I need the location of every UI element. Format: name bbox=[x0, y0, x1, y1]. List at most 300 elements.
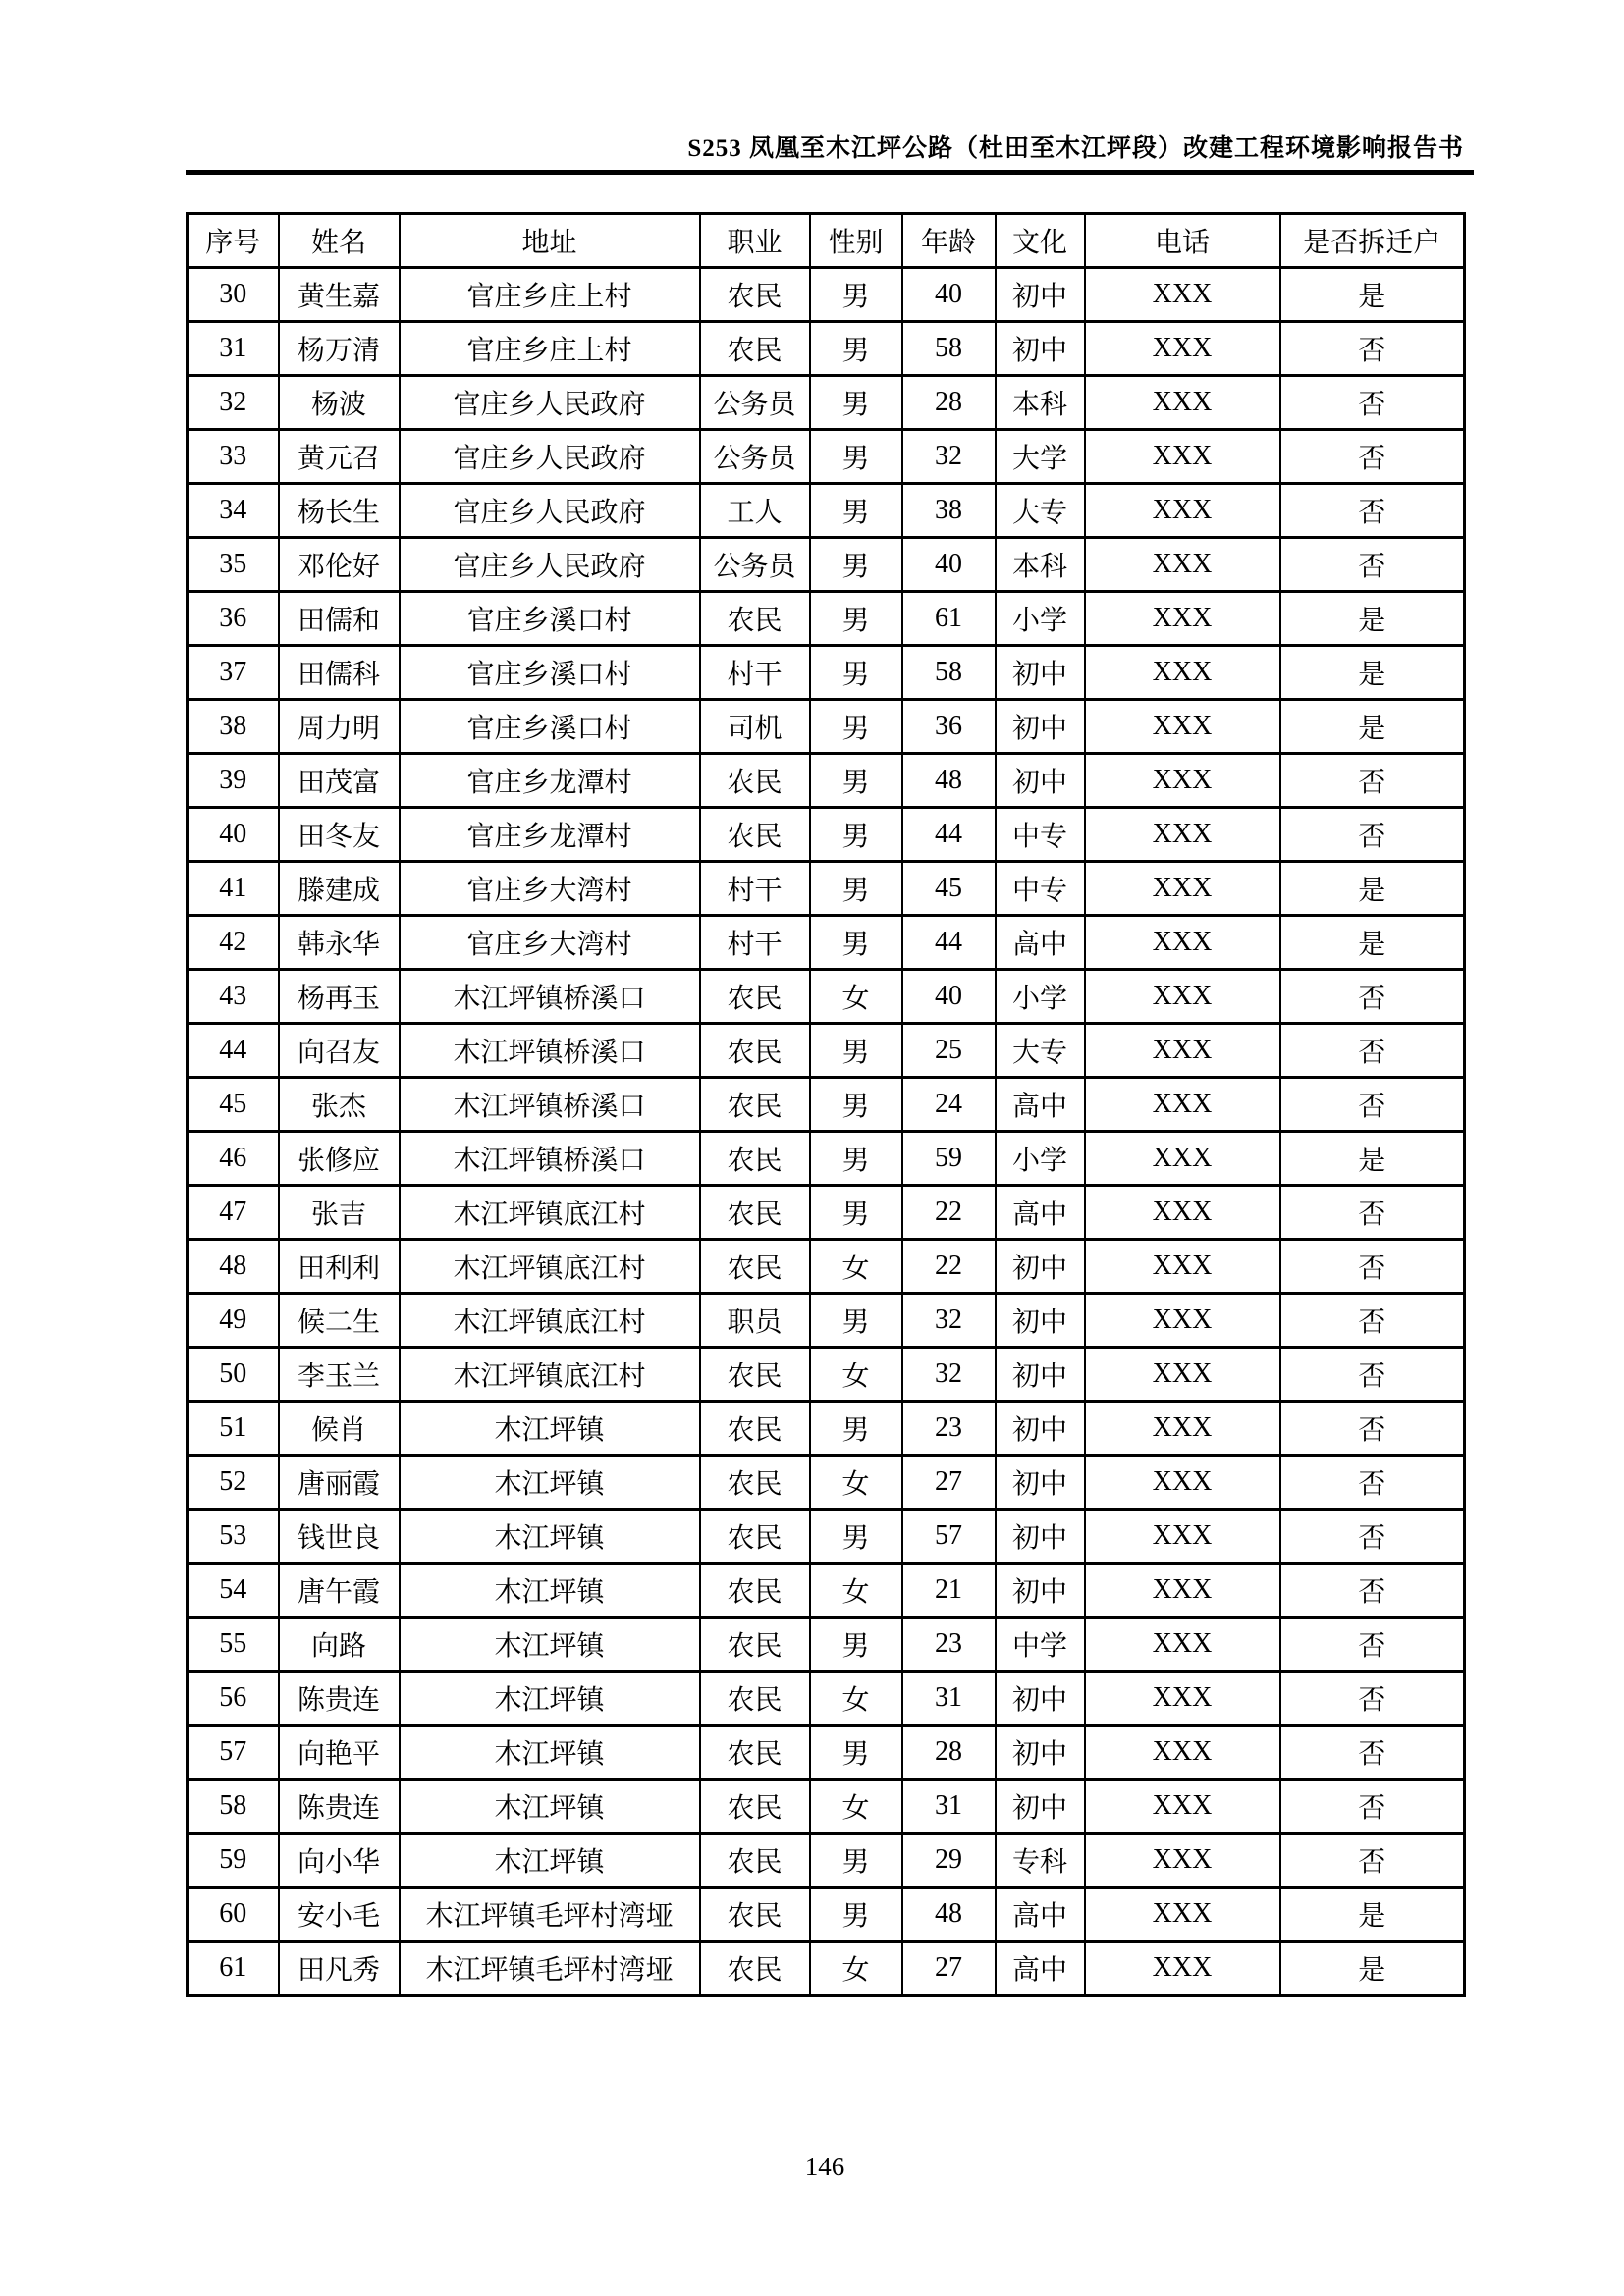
cell-serial: 34 bbox=[188, 484, 279, 538]
cell-age: 25 bbox=[902, 1024, 996, 1078]
cell-education: 高中 bbox=[996, 1888, 1085, 1942]
cell-phone: XXX bbox=[1085, 700, 1280, 754]
table-row bbox=[188, 1294, 1465, 1348]
table-row bbox=[188, 1942, 1465, 1996]
cell-gender: 女 bbox=[810, 1672, 902, 1726]
cell-relocation: 否 bbox=[1280, 1402, 1465, 1456]
cell-phone: XXX bbox=[1085, 538, 1280, 592]
cell-occupation: 农民 bbox=[700, 1402, 810, 1456]
cell-education: 初中 bbox=[996, 1348, 1085, 1402]
cell-occupation: 公务员 bbox=[700, 376, 810, 430]
cell-address: 木江坪镇桥溪口 bbox=[400, 1024, 700, 1078]
cell-relocation: 否 bbox=[1280, 1456, 1465, 1510]
cell-phone: XXX bbox=[1085, 322, 1280, 376]
cell-gender: 男 bbox=[810, 484, 902, 538]
cell-phone: XXX bbox=[1085, 1186, 1280, 1240]
report-header-title: S253 凤凰至木江坪公路（杜田至木江坪段）改建工程环境影响报告书 bbox=[687, 135, 1464, 162]
cell-relocation: 否 bbox=[1280, 376, 1465, 430]
cell-education: 本科 bbox=[996, 538, 1085, 592]
cell-name: 张修应 bbox=[279, 1132, 400, 1186]
page-number: 146 bbox=[804, 2152, 845, 2181]
cell-name: 田利利 bbox=[279, 1240, 400, 1294]
cell-relocation: 是 bbox=[1280, 1942, 1465, 1996]
cell-age: 57 bbox=[902, 1510, 996, 1564]
cell-relocation: 是 bbox=[1280, 592, 1465, 646]
cell-gender: 男 bbox=[810, 1834, 902, 1888]
cell-relocation: 否 bbox=[1280, 754, 1465, 808]
cell-gender: 男 bbox=[810, 376, 902, 430]
cell-education: 中学 bbox=[996, 1618, 1085, 1672]
cell-age: 40 bbox=[902, 538, 996, 592]
cell-serial: 46 bbox=[188, 1132, 279, 1186]
cell-serial: 48 bbox=[188, 1240, 279, 1294]
cell-age: 44 bbox=[902, 808, 996, 862]
cell-education: 初中 bbox=[996, 1672, 1085, 1726]
table-row bbox=[188, 1186, 1465, 1240]
cell-address: 木江坪镇毛坪村湾垭 bbox=[400, 1888, 700, 1942]
cell-address: 木江坪镇底江村 bbox=[400, 1294, 700, 1348]
cell-education: 初中 bbox=[996, 1726, 1085, 1780]
cell-relocation: 是 bbox=[1280, 700, 1465, 754]
cell-name: 田儒和 bbox=[279, 592, 400, 646]
cell-relocation: 否 bbox=[1280, 484, 1465, 538]
respondent-survey-table bbox=[186, 212, 1466, 1997]
cell-relocation: 否 bbox=[1280, 1348, 1465, 1402]
cell-occupation: 农民 bbox=[700, 1834, 810, 1888]
cell-address: 官庄乡人民政府 bbox=[400, 484, 700, 538]
cell-serial: 45 bbox=[188, 1078, 279, 1132]
cell-education: 高中 bbox=[996, 1186, 1085, 1240]
cell-phone: XXX bbox=[1085, 1294, 1280, 1348]
cell-serial: 49 bbox=[188, 1294, 279, 1348]
cell-name: 滕建成 bbox=[279, 862, 400, 916]
cell-relocation: 否 bbox=[1280, 1510, 1465, 1564]
cell-occupation: 农民 bbox=[700, 1564, 810, 1618]
cell-occupation: 职员 bbox=[700, 1294, 810, 1348]
cell-phone: XXX bbox=[1085, 1726, 1280, 1780]
cell-relocation: 否 bbox=[1280, 538, 1465, 592]
cell-address: 木江坪镇桥溪口 bbox=[400, 1132, 700, 1186]
cell-education: 初中 bbox=[996, 1456, 1085, 1510]
col-header-gender: 性别 bbox=[810, 214, 902, 268]
cell-phone: XXX bbox=[1085, 1456, 1280, 1510]
cell-name: 张吉 bbox=[279, 1186, 400, 1240]
cell-relocation: 否 bbox=[1280, 1834, 1465, 1888]
cell-gender: 男 bbox=[810, 1402, 902, 1456]
cell-address: 官庄乡人民政府 bbox=[400, 538, 700, 592]
cell-education: 小学 bbox=[996, 592, 1085, 646]
cell-name: 黄元召 bbox=[279, 430, 400, 484]
cell-education: 初中 bbox=[996, 268, 1085, 322]
cell-address: 木江坪镇底江村 bbox=[400, 1186, 700, 1240]
cell-occupation: 公务员 bbox=[700, 430, 810, 484]
cell-name: 田冬友 bbox=[279, 808, 400, 862]
cell-gender: 男 bbox=[810, 700, 902, 754]
cell-serial: 36 bbox=[188, 592, 279, 646]
cell-age: 28 bbox=[902, 376, 996, 430]
cell-address: 木江坪镇 bbox=[400, 1618, 700, 1672]
cell-education: 初中 bbox=[996, 1564, 1085, 1618]
table-row bbox=[188, 1672, 1465, 1726]
table-row bbox=[188, 970, 1465, 1024]
cell-serial: 41 bbox=[188, 862, 279, 916]
cell-phone: XXX bbox=[1085, 754, 1280, 808]
cell-occupation: 农民 bbox=[700, 1132, 810, 1186]
table-row bbox=[188, 1402, 1465, 1456]
cell-gender: 男 bbox=[810, 754, 902, 808]
cell-education: 本科 bbox=[996, 376, 1085, 430]
cell-education: 初中 bbox=[996, 700, 1085, 754]
cell-gender: 男 bbox=[810, 1294, 902, 1348]
table-row bbox=[188, 700, 1465, 754]
cell-name: 向小华 bbox=[279, 1834, 400, 1888]
cell-serial: 61 bbox=[188, 1942, 279, 1996]
cell-name: 向艳平 bbox=[279, 1726, 400, 1780]
cell-gender: 男 bbox=[810, 1132, 902, 1186]
cell-gender: 女 bbox=[810, 1240, 902, 1294]
cell-occupation: 农民 bbox=[700, 970, 810, 1024]
cell-phone: XXX bbox=[1085, 430, 1280, 484]
cell-serial: 47 bbox=[188, 1186, 279, 1240]
cell-relocation: 是 bbox=[1280, 268, 1465, 322]
cell-name: 田凡秀 bbox=[279, 1942, 400, 1996]
table-row bbox=[188, 484, 1465, 538]
cell-name: 杨长生 bbox=[279, 484, 400, 538]
cell-gender: 女 bbox=[810, 1780, 902, 1834]
cell-age: 29 bbox=[902, 1834, 996, 1888]
cell-gender: 男 bbox=[810, 646, 902, 700]
cell-phone: XXX bbox=[1085, 1618, 1280, 1672]
cell-phone: XXX bbox=[1085, 1078, 1280, 1132]
cell-gender: 女 bbox=[810, 1564, 902, 1618]
table-row bbox=[188, 1888, 1465, 1942]
cell-address: 木江坪镇桥溪口 bbox=[400, 970, 700, 1024]
cell-serial: 38 bbox=[188, 700, 279, 754]
cell-phone: XXX bbox=[1085, 484, 1280, 538]
cell-education: 初中 bbox=[996, 1294, 1085, 1348]
cell-education: 小学 bbox=[996, 970, 1085, 1024]
cell-serial: 58 bbox=[188, 1780, 279, 1834]
cell-occupation: 农民 bbox=[700, 1726, 810, 1780]
cell-phone: XXX bbox=[1085, 1132, 1280, 1186]
cell-name: 候肖 bbox=[279, 1402, 400, 1456]
cell-occupation: 农民 bbox=[700, 1942, 810, 1996]
cell-phone: XXX bbox=[1085, 1780, 1280, 1834]
cell-gender: 女 bbox=[810, 1456, 902, 1510]
cell-age: 24 bbox=[902, 1078, 996, 1132]
cell-gender: 男 bbox=[810, 1078, 902, 1132]
cell-name: 杨再玉 bbox=[279, 970, 400, 1024]
cell-gender: 男 bbox=[810, 430, 902, 484]
cell-name: 唐丽霞 bbox=[279, 1456, 400, 1510]
cell-education: 初中 bbox=[996, 646, 1085, 700]
cell-age: 59 bbox=[902, 1132, 996, 1186]
cell-phone: XXX bbox=[1085, 1402, 1280, 1456]
cell-relocation: 是 bbox=[1280, 1132, 1465, 1186]
cell-address: 官庄乡溪口村 bbox=[400, 700, 700, 754]
cell-age: 45 bbox=[902, 862, 996, 916]
cell-phone: XXX bbox=[1085, 646, 1280, 700]
cell-age: 22 bbox=[902, 1186, 996, 1240]
cell-age: 31 bbox=[902, 1780, 996, 1834]
cell-relocation: 否 bbox=[1280, 1240, 1465, 1294]
cell-name: 唐午霞 bbox=[279, 1564, 400, 1618]
table-row bbox=[188, 1510, 1465, 1564]
cell-age: 38 bbox=[902, 484, 996, 538]
cell-education: 初中 bbox=[996, 1780, 1085, 1834]
cell-age: 23 bbox=[902, 1618, 996, 1672]
cell-education: 初中 bbox=[996, 1240, 1085, 1294]
cell-name: 陈贵连 bbox=[279, 1672, 400, 1726]
cell-relocation: 否 bbox=[1280, 1294, 1465, 1348]
cell-occupation: 公务员 bbox=[700, 538, 810, 592]
cell-age: 32 bbox=[902, 430, 996, 484]
cell-serial: 43 bbox=[188, 970, 279, 1024]
table-row bbox=[188, 646, 1465, 700]
cell-address: 木江坪镇 bbox=[400, 1726, 700, 1780]
cell-age: 61 bbox=[902, 592, 996, 646]
cell-education: 初中 bbox=[996, 322, 1085, 376]
cell-occupation: 农民 bbox=[700, 1078, 810, 1132]
cell-gender: 男 bbox=[810, 322, 902, 376]
cell-occupation: 农民 bbox=[700, 1186, 810, 1240]
cell-age: 32 bbox=[902, 1348, 996, 1402]
table-row bbox=[188, 1726, 1465, 1780]
cell-address: 官庄乡人民政府 bbox=[400, 376, 700, 430]
cell-relocation: 否 bbox=[1280, 1564, 1465, 1618]
table-row bbox=[188, 592, 1465, 646]
cell-address: 木江坪镇 bbox=[400, 1402, 700, 1456]
cell-education: 大专 bbox=[996, 484, 1085, 538]
cell-gender: 男 bbox=[810, 808, 902, 862]
cell-gender: 男 bbox=[810, 1726, 902, 1780]
cell-address: 官庄乡龙潭村 bbox=[400, 808, 700, 862]
cell-relocation: 否 bbox=[1280, 1618, 1465, 1672]
cell-serial: 59 bbox=[188, 1834, 279, 1888]
cell-phone: XXX bbox=[1085, 1348, 1280, 1402]
cell-age: 27 bbox=[902, 1456, 996, 1510]
cell-gender: 女 bbox=[810, 1942, 902, 1996]
cell-relocation: 是 bbox=[1280, 916, 1465, 970]
cell-serial: 60 bbox=[188, 1888, 279, 1942]
cell-occupation: 农民 bbox=[700, 322, 810, 376]
cell-age: 48 bbox=[902, 1888, 996, 1942]
cell-occupation: 农民 bbox=[700, 1240, 810, 1294]
table-row bbox=[188, 322, 1465, 376]
cell-name: 向路 bbox=[279, 1618, 400, 1672]
cell-address: 官庄乡庄上村 bbox=[400, 322, 700, 376]
cell-age: 32 bbox=[902, 1294, 996, 1348]
col-header-age: 年龄 bbox=[902, 214, 996, 268]
table-row bbox=[188, 376, 1465, 430]
table-row bbox=[188, 754, 1465, 808]
cell-age: 48 bbox=[902, 754, 996, 808]
table-row bbox=[188, 538, 1465, 592]
cell-education: 高中 bbox=[996, 1942, 1085, 1996]
cell-address: 木江坪镇底江村 bbox=[400, 1240, 700, 1294]
cell-occupation: 农民 bbox=[700, 1618, 810, 1672]
cell-address: 木江坪镇 bbox=[400, 1834, 700, 1888]
cell-serial: 39 bbox=[188, 754, 279, 808]
cell-name: 李玉兰 bbox=[279, 1348, 400, 1402]
cell-phone: XXX bbox=[1085, 1942, 1280, 1996]
cell-phone: XXX bbox=[1085, 268, 1280, 322]
cell-address: 木江坪镇毛坪村湾垭 bbox=[400, 1942, 700, 1996]
cell-serial: 32 bbox=[188, 376, 279, 430]
cell-relocation: 是 bbox=[1280, 862, 1465, 916]
cell-occupation: 农民 bbox=[700, 1888, 810, 1942]
cell-education: 初中 bbox=[996, 754, 1085, 808]
col-header-relocation: 是否拆迁户 bbox=[1280, 214, 1465, 268]
col-header-name: 姓名 bbox=[279, 214, 400, 268]
cell-phone: XXX bbox=[1085, 862, 1280, 916]
cell-relocation: 是 bbox=[1280, 1888, 1465, 1942]
cell-gender: 女 bbox=[810, 1348, 902, 1402]
cell-relocation: 否 bbox=[1280, 322, 1465, 376]
cell-serial: 44 bbox=[188, 1024, 279, 1078]
cell-education: 高中 bbox=[996, 916, 1085, 970]
cell-address: 木江坪镇 bbox=[400, 1672, 700, 1726]
cell-occupation: 村干 bbox=[700, 862, 810, 916]
cell-occupation: 工人 bbox=[700, 484, 810, 538]
table-row bbox=[188, 1780, 1465, 1834]
cell-relocation: 否 bbox=[1280, 970, 1465, 1024]
cell-occupation: 农民 bbox=[700, 1456, 810, 1510]
cell-name: 周力明 bbox=[279, 700, 400, 754]
cell-address: 木江坪镇 bbox=[400, 1510, 700, 1564]
cell-phone: XXX bbox=[1085, 1240, 1280, 1294]
cell-address: 木江坪镇 bbox=[400, 1780, 700, 1834]
cell-relocation: 否 bbox=[1280, 1078, 1465, 1132]
cell-serial: 52 bbox=[188, 1456, 279, 1510]
table-header-row bbox=[188, 214, 1465, 268]
cell-name: 韩永华 bbox=[279, 916, 400, 970]
cell-serial: 51 bbox=[188, 1402, 279, 1456]
cell-address: 木江坪镇 bbox=[400, 1564, 700, 1618]
cell-relocation: 否 bbox=[1280, 808, 1465, 862]
cell-name: 邓伦好 bbox=[279, 538, 400, 592]
cell-gender: 男 bbox=[810, 1618, 902, 1672]
cell-gender: 男 bbox=[810, 862, 902, 916]
cell-gender: 男 bbox=[810, 1510, 902, 1564]
cell-age: 27 bbox=[902, 1942, 996, 1996]
cell-education: 中专 bbox=[996, 862, 1085, 916]
cell-education: 大学 bbox=[996, 430, 1085, 484]
table-row bbox=[188, 916, 1465, 970]
table-row bbox=[188, 1456, 1465, 1510]
cell-serial: 54 bbox=[188, 1564, 279, 1618]
cell-serial: 42 bbox=[188, 916, 279, 970]
cell-name: 田儒科 bbox=[279, 646, 400, 700]
cell-name: 杨万清 bbox=[279, 322, 400, 376]
cell-occupation: 农民 bbox=[700, 1348, 810, 1402]
cell-age: 28 bbox=[902, 1726, 996, 1780]
cell-gender: 男 bbox=[810, 592, 902, 646]
cell-education: 大专 bbox=[996, 1024, 1085, 1078]
table-row bbox=[188, 1564, 1465, 1618]
cell-occupation: 司机 bbox=[700, 700, 810, 754]
cell-serial: 57 bbox=[188, 1726, 279, 1780]
cell-phone: XXX bbox=[1085, 808, 1280, 862]
cell-occupation: 农民 bbox=[700, 754, 810, 808]
cell-phone: XXX bbox=[1085, 1672, 1280, 1726]
cell-name: 杨波 bbox=[279, 376, 400, 430]
table-row bbox=[188, 808, 1465, 862]
cell-relocation: 否 bbox=[1280, 1024, 1465, 1078]
cell-occupation: 农民 bbox=[700, 592, 810, 646]
cell-serial: 37 bbox=[188, 646, 279, 700]
cell-occupation: 农民 bbox=[700, 1672, 810, 1726]
cell-occupation: 村干 bbox=[700, 916, 810, 970]
cell-name: 钱世良 bbox=[279, 1510, 400, 1564]
cell-occupation: 农民 bbox=[700, 808, 810, 862]
cell-serial: 50 bbox=[188, 1348, 279, 1402]
cell-address: 官庄乡庄上村 bbox=[400, 268, 700, 322]
cell-serial: 56 bbox=[188, 1672, 279, 1726]
cell-gender: 男 bbox=[810, 1186, 902, 1240]
cell-age: 58 bbox=[902, 646, 996, 700]
col-header-occupation: 职业 bbox=[700, 214, 810, 268]
cell-serial: 55 bbox=[188, 1618, 279, 1672]
cell-address: 木江坪镇底江村 bbox=[400, 1348, 700, 1402]
cell-phone: XXX bbox=[1085, 1834, 1280, 1888]
cell-phone: XXX bbox=[1085, 592, 1280, 646]
cell-serial: 30 bbox=[188, 268, 279, 322]
cell-gender: 男 bbox=[810, 538, 902, 592]
cell-gender: 女 bbox=[810, 970, 902, 1024]
cell-phone: XXX bbox=[1085, 970, 1280, 1024]
cell-relocation: 否 bbox=[1280, 1780, 1465, 1834]
table-row bbox=[188, 862, 1465, 916]
header-rule bbox=[186, 170, 1474, 175]
cell-phone: XXX bbox=[1085, 1888, 1280, 1942]
cell-name: 张杰 bbox=[279, 1078, 400, 1132]
cell-education: 小学 bbox=[996, 1132, 1085, 1186]
cell-phone: XXX bbox=[1085, 376, 1280, 430]
table-row bbox=[188, 430, 1465, 484]
cell-address: 官庄乡人民政府 bbox=[400, 430, 700, 484]
cell-address: 木江坪镇 bbox=[400, 1456, 700, 1510]
table-row bbox=[188, 1834, 1465, 1888]
cell-age: 40 bbox=[902, 268, 996, 322]
cell-name: 陈贵连 bbox=[279, 1780, 400, 1834]
cell-occupation: 农民 bbox=[700, 268, 810, 322]
cell-serial: 40 bbox=[188, 808, 279, 862]
table-row bbox=[188, 1240, 1465, 1294]
cell-name: 田茂富 bbox=[279, 754, 400, 808]
cell-age: 58 bbox=[902, 322, 996, 376]
table-row bbox=[188, 1078, 1465, 1132]
cell-address: 木江坪镇桥溪口 bbox=[400, 1078, 700, 1132]
cell-name: 候二生 bbox=[279, 1294, 400, 1348]
col-header-phone: 电话 bbox=[1085, 214, 1280, 268]
col-header-serial: 序号 bbox=[188, 214, 279, 268]
cell-serial: 33 bbox=[188, 430, 279, 484]
table-body bbox=[188, 268, 1465, 1996]
cell-age: 40 bbox=[902, 970, 996, 1024]
cell-name: 向召友 bbox=[279, 1024, 400, 1078]
cell-relocation: 否 bbox=[1280, 1186, 1465, 1240]
cell-relocation: 否 bbox=[1280, 1726, 1465, 1780]
cell-age: 31 bbox=[902, 1672, 996, 1726]
cell-address: 官庄乡溪口村 bbox=[400, 592, 700, 646]
cell-name: 黄生嘉 bbox=[279, 268, 400, 322]
col-header-address: 地址 bbox=[400, 214, 700, 268]
cell-gender: 男 bbox=[810, 916, 902, 970]
cell-gender: 男 bbox=[810, 1888, 902, 1942]
cell-phone: XXX bbox=[1085, 1510, 1280, 1564]
cell-address: 官庄乡溪口村 bbox=[400, 646, 700, 700]
